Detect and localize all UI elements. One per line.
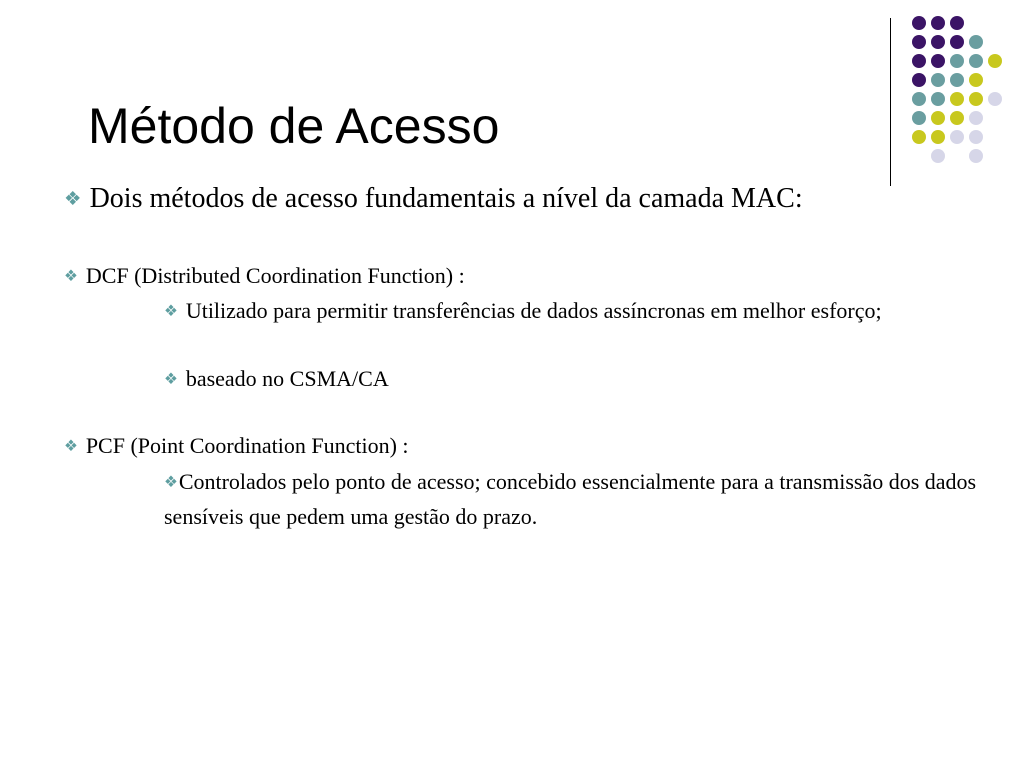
decorative-dot	[912, 73, 926, 87]
decorative-dot	[988, 92, 1002, 106]
decorative-dot	[988, 54, 1002, 68]
decorative-dot	[912, 54, 926, 68]
decorative-dot	[950, 130, 964, 144]
decorative-dot	[969, 111, 983, 125]
decorative-dot	[912, 35, 926, 49]
dcf-item-text: baseado no CSMA/CA	[185, 366, 389, 391]
diamond-bullet-icon: ❖	[164, 371, 178, 389]
dcf-heading-text: DCF (Distributed Coordination Function) :	[85, 263, 465, 288]
pcf-heading-text: PCF (Point Coordination Function) :	[85, 433, 409, 458]
decorative-dot	[950, 16, 964, 30]
pcf-heading-bullet	[64, 430, 409, 463]
decorative-dot	[969, 130, 983, 144]
decorative-dot	[969, 54, 983, 68]
decorative-dot	[950, 92, 964, 106]
decorative-dot	[931, 130, 945, 144]
decorative-dot	[950, 73, 964, 87]
decorative-dot	[950, 111, 964, 125]
decorative-dot	[931, 35, 945, 49]
decorative-dot	[912, 111, 926, 125]
diamond-bullet-icon: ❖	[64, 188, 82, 210]
decorative-dot	[950, 35, 964, 49]
decorative-dot	[912, 16, 926, 30]
decorative-dot	[912, 92, 926, 106]
decorative-dot	[931, 149, 945, 163]
pcf-item-bullet	[164, 465, 984, 534]
intro-bullet	[64, 180, 803, 219]
decorative-dot	[912, 130, 926, 144]
pcf-item-text: Controlados pelo ponto de acesso; concebido essencialmente para a transmissão dos dados sensíveis que pedem uma gestão do prazo.	[164, 469, 977, 530]
dcf-heading-bullet	[64, 260, 465, 293]
diamond-bullet-icon: ❖	[64, 438, 78, 456]
dcf-item-bullet	[164, 363, 389, 396]
dcf-item-text: Utilizado para permitir transferências de dados assíncronas em melhor esforço;	[185, 298, 882, 323]
decorative-dot	[931, 111, 945, 125]
decorative-dot	[931, 92, 945, 106]
decorative-dot	[931, 16, 945, 30]
divider-line	[890, 18, 891, 186]
decorative-dot	[969, 149, 983, 163]
page-title: Método de Acesso	[88, 98, 500, 154]
intro-text: Dois métodos de acesso fundamentais a nível da camada MAC:	[89, 183, 803, 214]
decorative-dot	[931, 54, 945, 68]
decorative-dot	[969, 35, 983, 49]
dcf-item-bullet	[164, 295, 1004, 328]
decorative-dot	[931, 73, 945, 87]
diamond-bullet-icon: ❖	[164, 474, 178, 492]
diamond-bullet-icon: ❖	[164, 303, 178, 321]
decorative-dot	[969, 73, 983, 87]
decorative-dot	[950, 54, 964, 68]
diamond-bullet-icon: ❖	[64, 268, 78, 286]
decorative-dot	[969, 92, 983, 106]
